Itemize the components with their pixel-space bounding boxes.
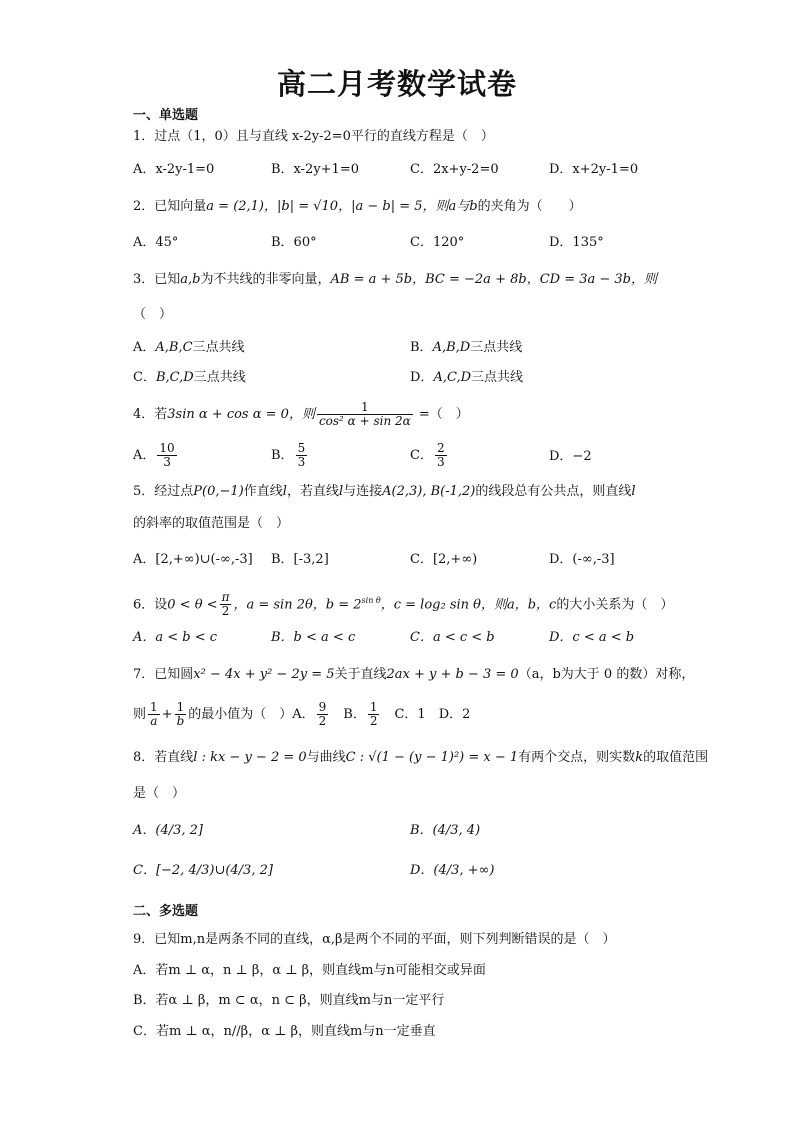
question-8-stem-cont: 是（ ） — [133, 786, 186, 801]
question-8-option-c: C．[−2, 4/3)∪(4/3, 2] — [133, 863, 273, 878]
question-1-option-c: C．2x+y-2=0 — [410, 162, 499, 177]
section-heading-single-choice: 一、单选题 — [133, 108, 199, 123]
question-8-option-a: A．(4/3, 2] — [133, 823, 203, 838]
question-5-option-b: B．[-3,2] — [271, 552, 329, 567]
question-5-option-a: A．[2,+∞)∪(-∞,-3] — [133, 552, 253, 567]
question-6-stem: 6．设0 < θ < $\frac{\pi}{2}$ ，a = sin 2θ，$b = 2^{sin \theta}$，c = log₂ sin θ，则a，b，c的大小关系为（ ） — [133, 590, 674, 619]
section-heading-multi-choice: 二、多选题 — [133, 904, 199, 919]
question-1-option-d: D．x+2y-1=0 — [549, 162, 639, 177]
q3-vec-BC: BC = −2a + 8b， — [425, 272, 540, 287]
question-5-stem-cont: 的斜率的取值范围是（ ） — [133, 516, 290, 531]
question-4-stem: 4．若3sin α + cos α = 0，则 $\frac{1}{\text{cos² α + sin 2α}}$ =（ ） — [133, 400, 469, 428]
question-5-stem: 5．经过点P(0,−1)作直线l，若直线l与连接A(2,3), B(-1,2)的线段总有公共点，则直线l — [133, 484, 636, 499]
page-title: 高二月考数学试卷 — [276, 67, 517, 101]
question-9-option-b: B．若α ⊥ β，m ⊂ α，n ⊂ β，则直线m与n一定平行 — [133, 993, 445, 1008]
question-8-option-d: D．(4/3, +∞) — [410, 863, 495, 878]
question-1-stem: 1．过点（1，0）且与直线 x-2y-2=0平行的直线方程是（ ） — [133, 129, 494, 144]
q3-vec-AB: AB = a + 5b， — [330, 272, 426, 287]
question-7-stem: 7．已知圆x² − 4x + y² − 2y = 5关于直线2ax + y + b − 3 = 0（a，b为大于 0 的数）对称， — [133, 667, 695, 682]
question-6-option-b: B．b < a < c — [271, 630, 356, 645]
question-4-option-a: A． $\frac{10}{3}$ — [133, 441, 175, 469]
question-3-option-a: A．A,B,C三点共线 — [133, 340, 245, 355]
question-3-stem-cont: （ ） — [133, 307, 173, 322]
question-2-option-a: A．45° — [133, 235, 179, 250]
question-6-option-d: D．c < a < b — [549, 630, 635, 645]
question-3-option-c: C．B,C,D三点共线 — [133, 370, 246, 385]
q3-vec-CD: CD = 3a − 3b，则 — [539, 272, 658, 287]
question-8-stem: 8．若直线l : kx − y − 2 = 0与曲线C : √(1 − (y − 1)²) = x − 1有两个交点，则实数k的取值范围 — [133, 750, 709, 765]
q3-stem-pre: 3．已知 — [133, 272, 181, 287]
question-5-option-d: D．(-∞,-3] — [549, 552, 615, 567]
question-1-option-b: B．x-2y+1=0 — [271, 162, 359, 177]
q3-stem-mid: 为不共线的非零向量， — [200, 272, 331, 287]
q2-stem-pre: 2．已知向量 — [133, 199, 207, 214]
question-3-option-d: D．A,C,D三点共线 — [410, 370, 524, 385]
question-8-option-b: B．(4/3, 4) — [410, 823, 481, 838]
question-2-stem — [133, 198, 582, 216]
question-4-option-b: B． $\frac{5}{3}$ — [271, 441, 306, 469]
q3-vectors: a,b — [180, 272, 201, 287]
q7-option-b: $\frac{1}{2}$ — [369, 700, 378, 728]
q2-vector-a: a = (2,1)， — [206, 199, 278, 214]
question-3-stem — [133, 271, 657, 289]
question-7-options-line: 则 $\frac{1}{a}$ + $\frac{1}{b}$ 的最小值为（ ）A． $\frac{9}{2}$ B． $\frac{1}{2}$ C．1 D．2 — [133, 700, 471, 728]
question-6-option-a: A．a < b < c — [133, 630, 218, 645]
question-4-option-c: C． $\frac{2}{3}$ — [410, 441, 445, 469]
question-2-option-b: B．60° — [271, 235, 317, 250]
question-3-option-b: B．A,B,D三点共线 — [410, 340, 523, 355]
question-2-option-c: C．120° — [410, 235, 465, 250]
q7-option-a: $\frac{9}{2}$ — [318, 700, 327, 728]
question-1-option-a: A．x-2y-1=0 — [133, 162, 215, 177]
question-6-option-c: C．a < c < b — [410, 630, 495, 645]
question-9-option-c: C．若m ⊥ α，n//β，α ⊥ β，则直线m与n一定垂直 — [133, 1024, 436, 1039]
q4-fraction: $\frac{1}{\text{cos² α + sin 2α}}$ — [318, 400, 411, 428]
question-9-option-a: A．若m ⊥ α，n ⊥ β，α ⊥ β，则直线m与n可能相交或异面 — [133, 963, 486, 978]
q2-stem-post: 的夹角为（ ） — [477, 199, 582, 214]
question-2-option-d: D．135° — [549, 235, 604, 250]
question-5-option-c: C．[2,+∞) — [410, 552, 478, 567]
question-9-stem: 9．已知m,n是两条不同的直线，α,β是两个不同的平面，则下列判断错误的是（ ） — [133, 932, 616, 947]
q2-norm-b: |b| = √10， — [277, 199, 352, 214]
question-4-option-d: D．−2 — [549, 449, 592, 464]
q2-vectors: a与b — [448, 199, 478, 214]
q2-norm-diff: |a − b| = 5，则 — [351, 199, 449, 214]
